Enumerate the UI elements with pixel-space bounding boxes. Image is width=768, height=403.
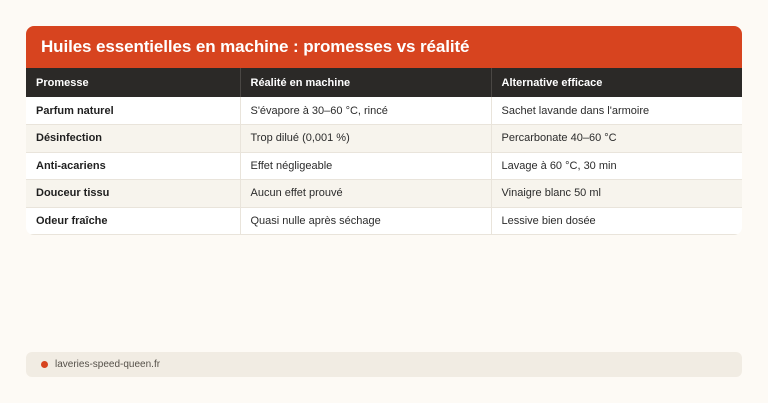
table-header-row xyxy=(26,68,742,97)
cell-promesse: Douceur tissu xyxy=(26,180,240,208)
bullet-dot-icon xyxy=(41,361,48,368)
title-bar xyxy=(26,26,742,68)
cell-alternative: Lavage à 60 °C, 30 min xyxy=(491,152,742,180)
footer-bar xyxy=(26,352,742,377)
comparison-card xyxy=(26,26,742,235)
cell-alternative: Sachet lavande dans l'armoire xyxy=(491,97,742,125)
cell-realite: Aucun effet prouvé xyxy=(240,180,491,208)
cell-realite: Quasi nulle après séchage xyxy=(240,207,491,235)
cell-alternative: Vinaigre blanc 50 ml xyxy=(491,180,742,208)
column-header-alternative: Alternative efficace xyxy=(491,68,742,97)
cell-promesse: Parfum naturel xyxy=(26,97,240,125)
cell-realite: Trop dilué (0,001 %) xyxy=(240,125,491,153)
comparison-table xyxy=(26,68,742,235)
column-header-promesse: Promesse xyxy=(26,68,240,97)
cell-alternative: Lessive bien dosée xyxy=(491,207,742,235)
cell-realite: Effet négligeable xyxy=(240,152,491,180)
table-row xyxy=(26,207,742,235)
cell-promesse: Odeur fraîche xyxy=(26,207,240,235)
table-row xyxy=(26,152,742,180)
footer-site-link[interactable]: laveries-speed-queen.fr xyxy=(55,359,161,370)
cell-alternative: Percarbonate 40–60 °C xyxy=(491,125,742,153)
table-row xyxy=(26,125,742,153)
column-header-realite: Réalité en machine xyxy=(240,68,491,97)
cell-promesse: Anti-acariens xyxy=(26,152,240,180)
page-title: Huiles essentielles en machine : promesses vs réalité xyxy=(41,37,470,56)
table-row xyxy=(26,97,742,125)
cell-realite: S'évapore à 30–60 °C, rincé xyxy=(240,97,491,125)
table-row xyxy=(26,180,742,208)
cell-promesse: Désinfection xyxy=(26,125,240,153)
